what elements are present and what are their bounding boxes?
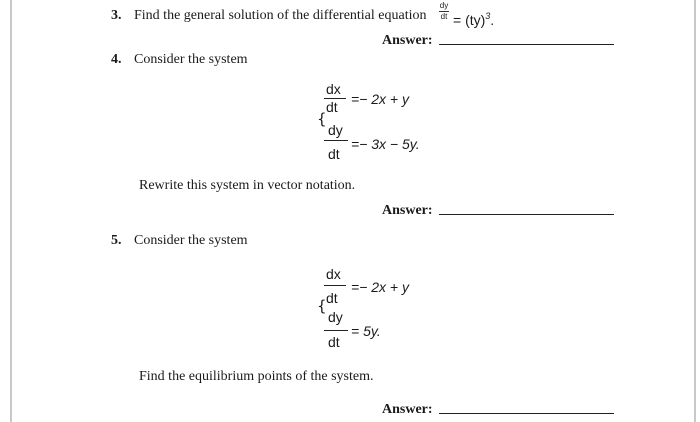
question-3-text: Find the general solution of the differential equation: [134, 8, 427, 23]
question-5-text: Consider the system: [134, 233, 248, 248]
q5-eq2-fraction-bar: [324, 330, 348, 331]
q3-period: .: [490, 12, 495, 28]
question-4-answer-label: Answer:: [382, 203, 433, 218]
q5-eq1-numerator: dx: [326, 266, 341, 282]
q5-system-brace: {: [317, 297, 327, 315]
question-4-number: 4.: [111, 52, 122, 67]
q4-eq2-numerator: dy: [328, 122, 343, 138]
q4-eq2-denominator: dt: [328, 146, 340, 162]
page-right-edge: [694, 0, 696, 422]
q5-eq2-denominator: dt: [328, 334, 340, 350]
question-3-answer-line[interactable]: [439, 44, 614, 45]
q4-system-brace: {: [317, 110, 327, 128]
q3-rhs-text: = (ty): [453, 12, 486, 28]
q3-derivative-denominator: dt: [440, 12, 448, 21]
q3-derivative-numerator: dy: [439, 1, 449, 10]
q4-eq2-fraction-bar: [324, 140, 348, 141]
q5-eq1-fraction-bar: [324, 285, 346, 286]
q5-eq2-numerator: dy: [328, 309, 343, 325]
question-4-instruction: Rewrite this system in vector notation.: [139, 178, 356, 193]
q4-eq1-denominator: dt: [326, 99, 338, 115]
question-5-number: 5.: [111, 233, 122, 248]
q4-eq2-rhs: =− 3x − 5y.: [351, 136, 420, 152]
question-5-instruction: Find the equilibrium points of the system.: [139, 369, 374, 384]
q5-eq1-denominator: dt: [326, 290, 338, 306]
q4-eq1-numerator: dx: [326, 81, 341, 97]
q5-eq2-rhs: = 5y.: [351, 323, 381, 339]
q4-eq1-rhs: =− 2x + y: [351, 91, 409, 107]
page-left-edge: [10, 0, 12, 422]
question-5-answer-line[interactable]: [439, 413, 614, 414]
q3-equation-rhs: [453, 8, 494, 28]
question-3-number: 3.: [111, 8, 122, 23]
question-4-text: Consider the system: [134, 52, 248, 67]
question-3-answer-label: Answer:: [382, 33, 433, 48]
q5-eq1-rhs: =− 2x + y: [351, 279, 409, 295]
question-5-answer-label: Answer:: [382, 402, 433, 417]
q3-exponent: 3: [485, 11, 491, 21]
question-4-answer-line[interactable]: [439, 214, 614, 215]
